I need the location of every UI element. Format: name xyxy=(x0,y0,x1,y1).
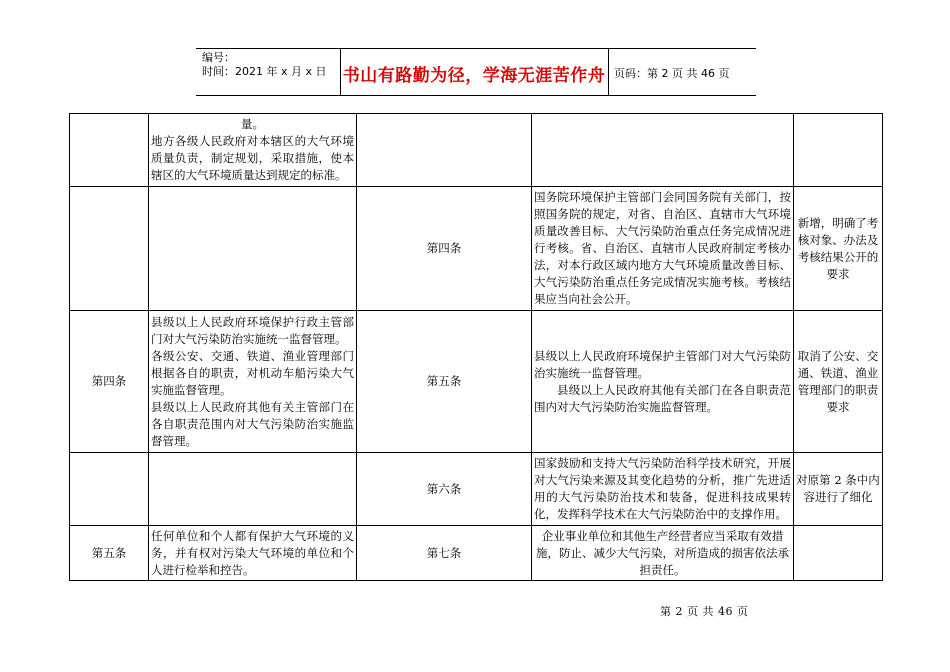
orig-article-text xyxy=(149,311,357,453)
header-rule-bottom xyxy=(196,95,756,96)
new-article-no xyxy=(357,114,532,187)
orig-article-no xyxy=(70,453,149,526)
id-label: 编号： xyxy=(202,51,235,64)
orig-paragraph: 县级以上人民政府环境保护行政主管部门对大气污染防治实施统一监督管理。 xyxy=(151,314,354,346)
orig-article-text xyxy=(149,526,357,581)
table-row xyxy=(70,187,883,311)
table-row xyxy=(70,526,883,581)
new-article-text xyxy=(532,114,794,187)
new-article-no: 第四条 xyxy=(357,187,532,311)
table-row xyxy=(70,311,883,453)
time-text: 时间：2021 年 x 月 x 日 xyxy=(202,65,327,78)
revision-note xyxy=(794,114,883,187)
orig-article-text xyxy=(149,453,357,526)
orig-paragraph: 地方各级人民政府对本辖区的大气环境质量负责，制定规划，采取措施，使本辖区的大气环境质量达到规定的标准。 xyxy=(151,134,354,182)
orig-paragraph: 任何单位和个人都有保护大气环境的义务，并有权对污染大气环境的单位和个人进行检举和控告。 xyxy=(151,528,354,577)
new-article-text xyxy=(532,526,794,581)
revision-note: 新增，明确了考核对象、办法及考核结果公开的要求 xyxy=(794,187,883,311)
table-row xyxy=(70,114,883,187)
header-meta xyxy=(202,51,327,79)
header-motto: 书山有路勤为径，学海无涯苦作舟 xyxy=(342,66,606,86)
table-row xyxy=(70,453,883,526)
orig-article-no xyxy=(70,187,149,311)
new-paragraph: 县级以上人民政府环境保护主管部门对大气污染防治实施统一监督管理。 xyxy=(534,348,791,380)
new-article-text xyxy=(532,311,794,453)
page-header xyxy=(196,48,756,96)
page-footer: 第 2 页 共 46 页 xyxy=(660,605,749,618)
orig-paragraph: 量。 xyxy=(241,117,264,131)
new-paragraph: 国务院环境保护主管部门会同国务院有关部门，按照国务院的规定，对省、自治区、直辖市大气环境质量改善目标、大气污染防治重点任务完成情况进行考核。省、自治区、直辖市人民政府制定考核办法，对本行政区域内地方大气环境质量改善目标、大气污染防治重点任务完成情况实施考核。考核结果应当向社会公开。 xyxy=(534,190,791,306)
new-paragraph: 企业事业单位和其他生产经营者应当采取有效措施，防止、减少大气污染，对所造成的损害依法承担责任。 xyxy=(536,528,789,577)
header-divider xyxy=(608,48,609,96)
header-rule-top xyxy=(196,48,756,49)
comparison-table xyxy=(69,113,883,581)
header-page-info: 页码：第 2 页 共 46 页 xyxy=(614,67,730,80)
revision-note xyxy=(794,526,883,581)
new-article-text xyxy=(532,187,794,311)
new-article-no: 第五条 xyxy=(357,311,532,453)
orig-article-text xyxy=(149,187,357,311)
new-article-no: 第六条 xyxy=(357,453,532,526)
orig-article-no xyxy=(70,114,149,187)
new-article-text xyxy=(532,453,794,526)
orig-article-no: 第五条 xyxy=(70,526,149,581)
new-paragraph: 国家鼓励和支持大气污染防治科学技术研究，开展对大气污染来源及其变化趋势的分析，推广先进适用的大气污染防治技术和装备，促进科技成果转化，发挥科学技术在大气污染防治中的支撑作用。 xyxy=(534,456,791,521)
orig-article-no: 第四条 xyxy=(70,311,149,453)
orig-paragraph: 各级公安、交通、铁道、渔业管理部门根据各自的职责，对机动车船污染大气实施监督管理。 xyxy=(151,348,354,397)
revision-note: 取消了公安、交通、铁道、渔业管理部门的职责要求 xyxy=(794,311,883,453)
revision-note: 对原第 2 条中内容进行了细化 xyxy=(794,453,883,526)
orig-article-text xyxy=(149,114,357,187)
header-divider xyxy=(340,48,341,96)
new-paragraph: 县级以上人民政府其他有关部门在各自职责范围内对大气污染防治实施监督管理。 xyxy=(534,382,791,414)
new-article-no: 第七条 xyxy=(357,526,532,581)
orig-paragraph: 县级以上人民政府其他有关主管部门在各自职责范围内对大气污染防治实施监督管理。 xyxy=(151,399,354,448)
